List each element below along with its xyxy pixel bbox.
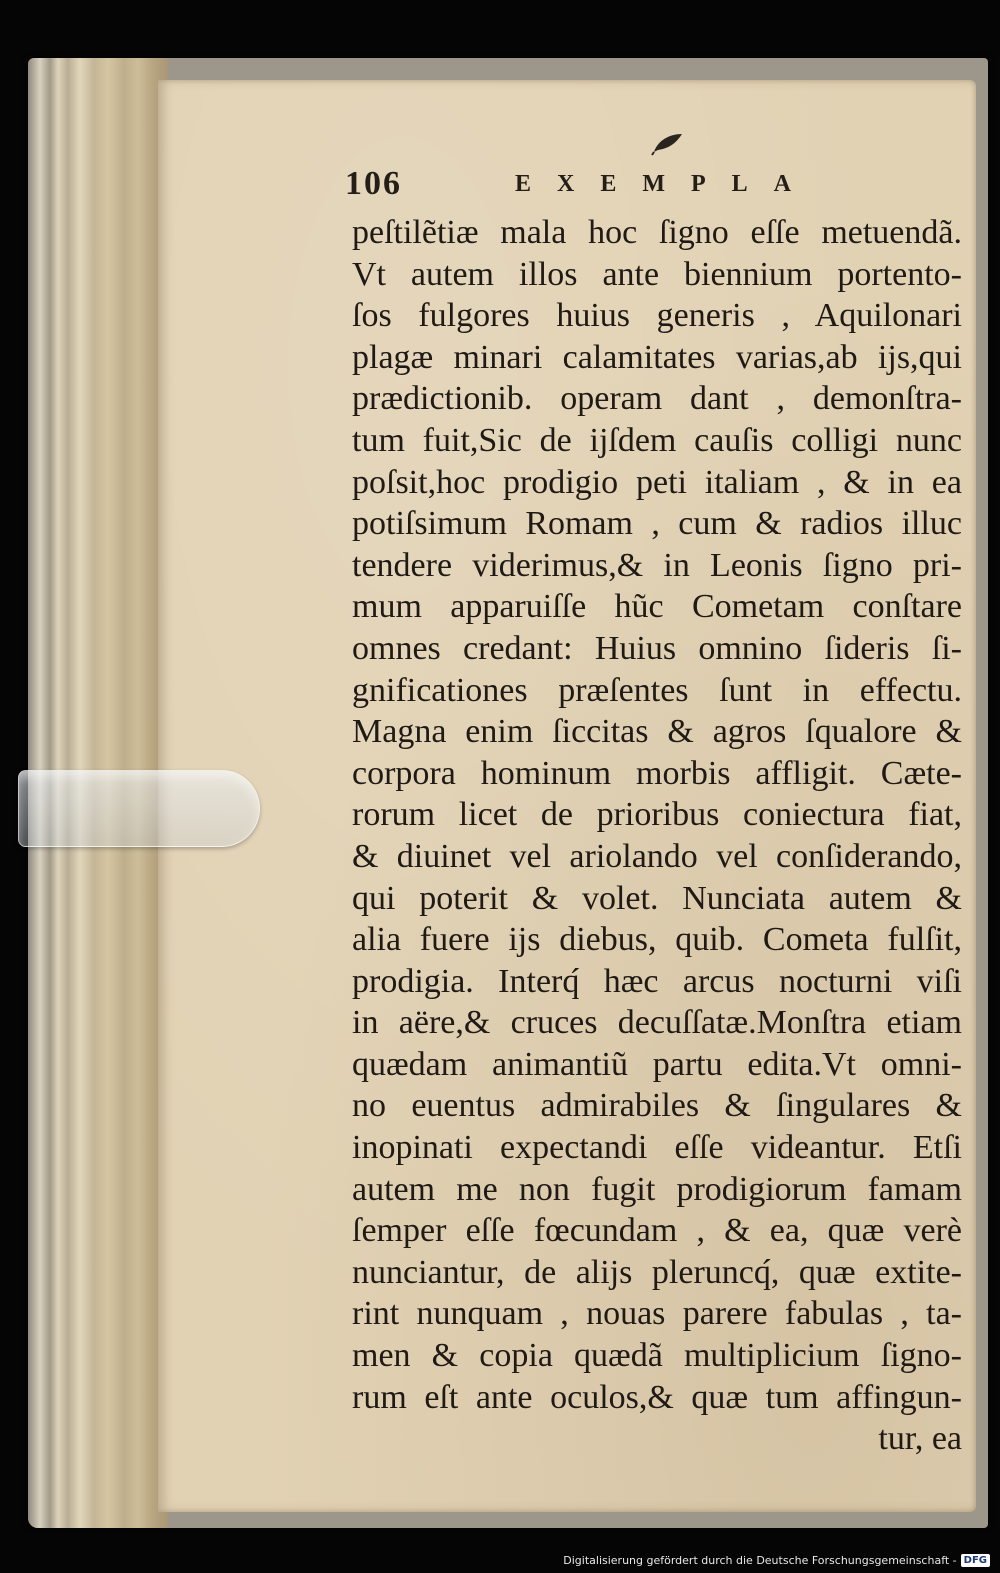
text-line: prodigia. Interq́ hæc arcus nocturni viſi (352, 962, 962, 1000)
page-clip (18, 770, 260, 847)
body-text (352, 212, 962, 1460)
running-title: EXEMPLA (515, 171, 817, 197)
text-line: gnificationes præſentes ſunt in effectu. (352, 671, 962, 709)
text-line: nunciantur, de alijs pleruncq́, quæ extite- (352, 1253, 962, 1291)
text-line: Magna enim ſiccitas & agros ſqualore & (352, 713, 962, 751)
text-line: ſos fulgores huius generis , Aquilonari (352, 297, 962, 335)
text-line: omnes credant: Huius omnino ſideris ſi- (352, 629, 962, 667)
text-line: men & copia quædã multiplicium ſigno- (352, 1337, 962, 1375)
text-line: rum eſt ante oculos,& quæ tum affingun- (352, 1378, 962, 1416)
text-line: tum fuit,Sic de ijſdem cauſis colligi nunc (352, 421, 962, 459)
text-line: peſtilẽtiæ mala hoc ſigno eſſe metuendã. (352, 214, 962, 251)
text-line: Vt autem illos ante biennium portento- (352, 255, 962, 293)
dfg-logo: DFG (961, 1554, 990, 1567)
text-line: plagæ minari calamitates varias,ab ijs,qui (352, 338, 962, 376)
text-line: corpora hominum morbis affligit. Cæte- (352, 754, 962, 792)
page-header (345, 165, 965, 209)
text-line: & diuinet vel ariolando vel conſiderando, (352, 837, 962, 875)
text-line: tur, ea (878, 1420, 962, 1458)
text-line: rorum licet de prioribus coniectura fiat, (352, 796, 962, 834)
digitization-footer (563, 1550, 990, 1570)
text-line: no euentus admirabiles & ſingulares & (352, 1087, 962, 1125)
text-line: autem me non fugit prodigiorum famam (352, 1170, 962, 1208)
text-line: alia fuere ijs diebus, quib. Cometa fulſit, (352, 921, 962, 959)
page-number: 106 (345, 165, 402, 202)
text-line: ſemper eſſe fœcundam , & ea, quæ verè (352, 1212, 962, 1250)
leaf-ornament-icon (650, 130, 686, 156)
text-line: inopinati expectandi eſſe videantur. Etſi (352, 1129, 962, 1167)
footer-text: Digitalisierung gefördert durch die Deutsche Forschungsgemeinschaft - (563, 1553, 957, 1567)
text-line: prædictionib. operam dant , demonſtra- (352, 380, 962, 418)
text-line: in aëre,& cruces decuſſatæ.Monſtra etiam (352, 1004, 962, 1042)
text-line: mum apparuiſſe hũc Cometam conſtare (352, 588, 962, 626)
text-line: poſsit,hoc prodigio peti italiam , & in ea (352, 463, 962, 501)
text-line: quædam animantiũ partu edita.Vt omni- (352, 1045, 962, 1083)
text-line: rint nunquam , nouas parere fabulas , ta- (352, 1295, 962, 1333)
text-line: potiſsimum Romam , cum & radios illuc (352, 505, 962, 543)
text-line: qui poterit & volet. Nunciata autem & (352, 879, 962, 917)
text-line: tendere viderimus,& in Leonis ſigno pri- (352, 546, 962, 584)
